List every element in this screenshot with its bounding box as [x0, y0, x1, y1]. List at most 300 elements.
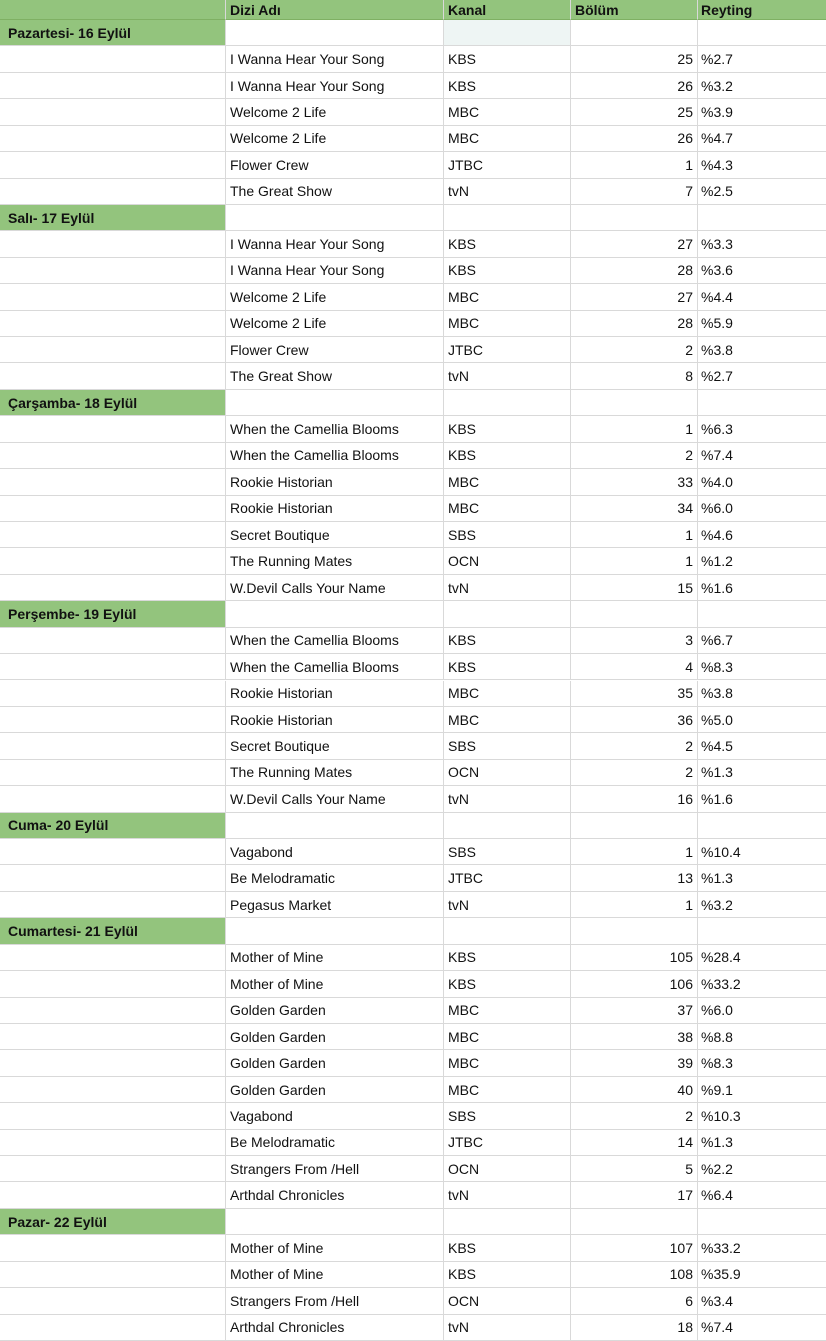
table-row: [0, 1262, 826, 1288]
rating-cell[interactable]: %5.0: [698, 707, 826, 733]
empty-cell[interactable]: [0, 1182, 226, 1208]
episode-cell[interactable]: 26: [571, 73, 698, 99]
rating-cell[interactable]: %6.0: [698, 496, 826, 522]
series-name-cell[interactable]: Welcome 2 Life: [226, 311, 444, 337]
rating-cell[interactable]: %3.6: [698, 258, 826, 284]
series-name-cell[interactable]: When the Camellia Blooms: [226, 628, 444, 654]
empty-cell[interactable]: [226, 205, 444, 231]
channel-cell[interactable]: OCN: [444, 1288, 571, 1314]
empty-cell[interactable]: [0, 548, 226, 574]
channel-cell[interactable]: MBC: [444, 998, 571, 1024]
table-row: [0, 1103, 826, 1129]
rating-cell[interactable]: %6.4: [698, 1182, 826, 1208]
channel-cell[interactable]: KBS: [444, 1235, 571, 1261]
rating-cell[interactable]: %9.1: [698, 1077, 826, 1103]
day-header-row: [0, 918, 826, 944]
series-name-cell[interactable]: Flower Crew: [226, 152, 444, 178]
episode-cell[interactable]: 2: [571, 733, 698, 759]
rating-cell[interactable]: %4.4: [698, 284, 826, 310]
table-row: [0, 1182, 826, 1208]
table-row: [0, 1288, 826, 1314]
table-row: [0, 760, 826, 786]
rating-cell[interactable]: %3.2: [698, 73, 826, 99]
channel-cell[interactable]: MBC: [444, 496, 571, 522]
rating-cell[interactable]: %1.3: [698, 865, 826, 891]
empty-cell[interactable]: [571, 20, 698, 46]
day-label[interactable]: Salı- 17 Eylül: [0, 205, 226, 231]
table-row: [0, 548, 826, 574]
channel-cell[interactable]: JTBC: [444, 337, 571, 363]
empty-cell[interactable]: [0, 707, 226, 733]
day-label[interactable]: Pazar- 22 Eylül: [0, 1209, 226, 1235]
rating-cell[interactable]: %4.5: [698, 733, 826, 759]
table-row: [0, 1050, 826, 1076]
empty-cell[interactable]: [0, 258, 226, 284]
empty-cell[interactable]: [571, 813, 698, 839]
channel-cell[interactable]: OCN: [444, 760, 571, 786]
empty-cell[interactable]: [0, 1235, 226, 1261]
rating-cell[interactable]: %33.2: [698, 971, 826, 997]
empty-cell[interactable]: [571, 205, 698, 231]
empty-cell[interactable]: [444, 20, 571, 46]
series-name-cell[interactable]: W.Devil Calls Your Name: [226, 786, 444, 812]
channel-cell[interactable]: MBC: [444, 469, 571, 495]
empty-cell[interactable]: [226, 1209, 444, 1235]
empty-cell[interactable]: [0, 231, 226, 257]
channel-cell[interactable]: KBS: [444, 46, 571, 72]
episode-cell[interactable]: 27: [571, 231, 698, 257]
channel-cell[interactable]: MBC: [444, 681, 571, 707]
empty-cell[interactable]: [0, 73, 226, 99]
episode-cell[interactable]: 34: [571, 496, 698, 522]
rating-cell[interactable]: %4.6: [698, 522, 826, 548]
series-name-cell[interactable]: Mother of Mine: [226, 945, 444, 971]
empty-cell[interactable]: [0, 284, 226, 310]
series-name-cell[interactable]: When the Camellia Blooms: [226, 654, 444, 680]
rating-cell[interactable]: %3.2: [698, 892, 826, 918]
empty-cell[interactable]: [698, 1209, 826, 1235]
empty-cell[interactable]: [0, 1156, 226, 1182]
series-name-cell[interactable]: Secret Boutique: [226, 522, 444, 548]
empty-cell[interactable]: [0, 469, 226, 495]
channel-cell[interactable]: KBS: [444, 73, 571, 99]
table-row: [0, 892, 826, 918]
episode-cell[interactable]: 13: [571, 865, 698, 891]
channel-cell[interactable]: tvN: [444, 892, 571, 918]
channel-cell[interactable]: SBS: [444, 839, 571, 865]
rating-cell[interactable]: %2.5: [698, 179, 826, 205]
episode-cell[interactable]: 25: [571, 99, 698, 125]
empty-cell[interactable]: [571, 601, 698, 627]
episode-cell[interactable]: 7: [571, 179, 698, 205]
table-row: [0, 654, 826, 680]
channel-cell[interactable]: MBC: [444, 707, 571, 733]
series-name-cell[interactable]: Mother of Mine: [226, 971, 444, 997]
empty-cell[interactable]: [698, 601, 826, 627]
episode-cell[interactable]: 35: [571, 681, 698, 707]
rating-cell[interactable]: %4.0: [698, 469, 826, 495]
empty-cell[interactable]: [0, 945, 226, 971]
series-name-cell[interactable]: Be Melodramatic: [226, 1130, 444, 1156]
rating-cell[interactable]: %6.0: [698, 998, 826, 1024]
episode-cell[interactable]: 16: [571, 786, 698, 812]
empty-cell[interactable]: [444, 1209, 571, 1235]
channel-cell[interactable]: OCN: [444, 1156, 571, 1182]
channel-cell[interactable]: MBC: [444, 284, 571, 310]
table-row: [0, 733, 826, 759]
column-header-channel[interactable]: Kanal: [444, 0, 571, 20]
episode-cell[interactable]: 39: [571, 1050, 698, 1076]
empty-cell[interactable]: [698, 813, 826, 839]
episode-cell[interactable]: 33: [571, 469, 698, 495]
empty-cell[interactable]: [0, 1288, 226, 1314]
rating-cell[interactable]: %1.6: [698, 786, 826, 812]
table-row: [0, 284, 826, 310]
table-row: [0, 945, 826, 971]
series-name-cell[interactable]: Secret Boutique: [226, 733, 444, 759]
series-name-cell[interactable]: Strangers From /Hell: [226, 1156, 444, 1182]
rating-cell[interactable]: %1.3: [698, 760, 826, 786]
empty-cell[interactable]: [698, 20, 826, 46]
empty-cell[interactable]: [0, 839, 226, 865]
episode-cell[interactable]: 106: [571, 971, 698, 997]
channel-cell[interactable]: SBS: [444, 1103, 571, 1129]
episode-cell[interactable]: 26: [571, 126, 698, 152]
rating-cell[interactable]: %6.3: [698, 416, 826, 442]
table-row: [0, 1130, 826, 1156]
rating-cell[interactable]: %33.2: [698, 1235, 826, 1261]
channel-cell[interactable]: KBS: [444, 654, 571, 680]
episode-cell[interactable]: 37: [571, 998, 698, 1024]
series-name-cell[interactable]: Arthdal Chronicles: [226, 1315, 444, 1341]
day-label[interactable]: Çarşamba- 18 Eylül: [0, 390, 226, 416]
series-name-cell[interactable]: Vagabond: [226, 839, 444, 865]
table-row: [0, 46, 826, 72]
rating-cell[interactable]: %3.8: [698, 337, 826, 363]
empty-cell[interactable]: [0, 311, 226, 337]
series-name-cell[interactable]: I Wanna Hear Your Song: [226, 46, 444, 72]
empty-cell[interactable]: [226, 918, 444, 944]
rating-cell[interactable]: %3.9: [698, 99, 826, 125]
series-name-cell[interactable]: Rookie Historian: [226, 681, 444, 707]
series-name-cell[interactable]: I Wanna Hear Your Song: [226, 231, 444, 257]
rating-cell[interactable]: %1.2: [698, 548, 826, 574]
rating-cell[interactable]: %5.9: [698, 311, 826, 337]
channel-cell[interactable]: KBS: [444, 416, 571, 442]
channel-cell[interactable]: KBS: [444, 1262, 571, 1288]
episode-cell[interactable]: 28: [571, 258, 698, 284]
table-row: [0, 496, 826, 522]
rating-cell[interactable]: %8.8: [698, 1024, 826, 1050]
channel-cell[interactable]: KBS: [444, 945, 571, 971]
empty-cell[interactable]: [0, 681, 226, 707]
column-header-name[interactable]: Dizi Adı: [226, 0, 444, 20]
empty-cell[interactable]: [226, 20, 444, 46]
empty-cell[interactable]: [0, 337, 226, 363]
series-name-cell[interactable]: Welcome 2 Life: [226, 284, 444, 310]
episode-cell[interactable]: 1: [571, 892, 698, 918]
rating-cell[interactable]: %1.3: [698, 1130, 826, 1156]
episode-cell[interactable]: 1: [571, 152, 698, 178]
channel-cell[interactable]: KBS: [444, 231, 571, 257]
series-name-cell[interactable]: Rookie Historian: [226, 469, 444, 495]
episode-cell[interactable]: 27: [571, 284, 698, 310]
empty-cell[interactable]: [698, 205, 826, 231]
series-name-cell[interactable]: W.Devil Calls Your Name: [226, 575, 444, 601]
episode-cell[interactable]: 1: [571, 416, 698, 442]
episode-cell[interactable]: 14: [571, 1130, 698, 1156]
episode-cell[interactable]: 1: [571, 839, 698, 865]
series-name-cell[interactable]: Pegasus Market: [226, 892, 444, 918]
series-name-cell[interactable]: Vagabond: [226, 1103, 444, 1129]
series-name-cell[interactable]: Golden Garden: [226, 1024, 444, 1050]
column-header-episode[interactable]: Bölüm: [571, 0, 698, 20]
channel-cell[interactable]: KBS: [444, 258, 571, 284]
table-row: [0, 416, 826, 442]
table-row: [0, 99, 826, 125]
day-header-row: [0, 20, 826, 46]
empty-cell[interactable]: [0, 1077, 226, 1103]
rating-cell[interactable]: %3.3: [698, 231, 826, 257]
series-name-cell[interactable]: Welcome 2 Life: [226, 99, 444, 125]
episode-cell[interactable]: 3: [571, 628, 698, 654]
episode-cell[interactable]: 17: [571, 1182, 698, 1208]
rating-cell[interactable]: %6.7: [698, 628, 826, 654]
channel-cell[interactable]: MBC: [444, 1050, 571, 1076]
rating-cell[interactable]: %4.7: [698, 126, 826, 152]
episode-cell[interactable]: 1: [571, 522, 698, 548]
empty-cell[interactable]: [698, 390, 826, 416]
channel-cell[interactable]: tvN: [444, 179, 571, 205]
series-name-cell[interactable]: Flower Crew: [226, 337, 444, 363]
channel-cell[interactable]: MBC: [444, 126, 571, 152]
empty-cell[interactable]: [0, 152, 226, 178]
day-header-row: [0, 813, 826, 839]
series-name-cell[interactable]: The Great Show: [226, 363, 444, 389]
episode-cell[interactable]: 15: [571, 575, 698, 601]
episode-cell[interactable]: 25: [571, 46, 698, 72]
empty-cell[interactable]: [444, 813, 571, 839]
channel-cell[interactable]: JTBC: [444, 152, 571, 178]
empty-cell[interactable]: [0, 998, 226, 1024]
rating-cell[interactable]: %2.7: [698, 363, 826, 389]
empty-cell[interactable]: [0, 179, 226, 205]
series-name-cell[interactable]: I Wanna Hear Your Song: [226, 258, 444, 284]
table-row: [0, 443, 826, 469]
table-row: [0, 1156, 826, 1182]
empty-cell[interactable]: [226, 390, 444, 416]
episode-cell[interactable]: 4: [571, 654, 698, 680]
empty-cell[interactable]: [571, 918, 698, 944]
rating-cell[interactable]: %3.8: [698, 681, 826, 707]
empty-cell[interactable]: [0, 363, 226, 389]
series-name-cell[interactable]: Rookie Historian: [226, 496, 444, 522]
rating-cell[interactable]: %4.3: [698, 152, 826, 178]
empty-cell[interactable]: [0, 126, 226, 152]
rating-cell[interactable]: %28.4: [698, 945, 826, 971]
series-name-cell[interactable]: Arthdal Chronicles: [226, 1182, 444, 1208]
series-name-cell[interactable]: Welcome 2 Life: [226, 126, 444, 152]
channel-cell[interactable]: tvN: [444, 1315, 571, 1341]
day-header-row: [0, 205, 826, 231]
empty-cell[interactable]: [0, 1262, 226, 1288]
table-row: [0, 469, 826, 495]
empty-cell[interactable]: [0, 865, 226, 891]
empty-cell[interactable]: [698, 918, 826, 944]
episode-cell[interactable]: 107: [571, 1235, 698, 1261]
channel-cell[interactable]: KBS: [444, 971, 571, 997]
empty-cell[interactable]: [226, 813, 444, 839]
day-label[interactable]: Cuma- 20 Eylül: [0, 813, 226, 839]
table-row: [0, 1024, 826, 1050]
empty-cell[interactable]: [0, 99, 226, 125]
table-row: [0, 1315, 826, 1341]
empty-cell[interactable]: [571, 1209, 698, 1235]
series-name-cell[interactable]: When the Camellia Blooms: [226, 416, 444, 442]
header-cell-empty[interactable]: [0, 0, 226, 20]
series-name-cell[interactable]: Mother of Mine: [226, 1262, 444, 1288]
header-row: [0, 0, 826, 20]
column-header-rating[interactable]: Reyting: [698, 0, 826, 20]
empty-cell[interactable]: [0, 522, 226, 548]
episode-cell[interactable]: 36: [571, 707, 698, 733]
episode-cell[interactable]: 2: [571, 337, 698, 363]
rating-cell[interactable]: %10.4: [698, 839, 826, 865]
episode-cell[interactable]: 18: [571, 1315, 698, 1341]
series-name-cell[interactable]: When the Camellia Blooms: [226, 443, 444, 469]
rating-cell[interactable]: %35.9: [698, 1262, 826, 1288]
series-name-cell[interactable]: Rookie Historian: [226, 707, 444, 733]
empty-cell[interactable]: [0, 496, 226, 522]
empty-cell[interactable]: [444, 390, 571, 416]
episode-cell[interactable]: 28: [571, 311, 698, 337]
empty-cell[interactable]: [0, 733, 226, 759]
episode-cell[interactable]: 40: [571, 1077, 698, 1103]
channel-cell[interactable]: SBS: [444, 522, 571, 548]
channel-cell[interactable]: MBC: [444, 1024, 571, 1050]
empty-cell[interactable]: [0, 46, 226, 72]
table-row: [0, 522, 826, 548]
day-header-row: [0, 390, 826, 416]
episode-cell[interactable]: 105: [571, 945, 698, 971]
empty-cell[interactable]: [571, 390, 698, 416]
channel-cell[interactable]: tvN: [444, 786, 571, 812]
episode-cell[interactable]: 5: [571, 1156, 698, 1182]
series-name-cell[interactable]: Golden Garden: [226, 1050, 444, 1076]
channel-cell[interactable]: MBC: [444, 99, 571, 125]
empty-cell[interactable]: [0, 575, 226, 601]
series-name-cell[interactable]: I Wanna Hear Your Song: [226, 73, 444, 99]
empty-cell[interactable]: [0, 786, 226, 812]
rating-cell[interactable]: %1.6: [698, 575, 826, 601]
table-row: [0, 363, 826, 389]
table-row: [0, 681, 826, 707]
rating-cell[interactable]: %2.7: [698, 46, 826, 72]
empty-cell[interactable]: [0, 654, 226, 680]
episode-cell[interactable]: 38: [571, 1024, 698, 1050]
rating-cell[interactable]: %7.4: [698, 443, 826, 469]
day-header-row: [0, 601, 826, 627]
rating-cell[interactable]: %8.3: [698, 1050, 826, 1076]
empty-cell[interactable]: [0, 628, 226, 654]
empty-cell[interactable]: [0, 1050, 226, 1076]
table-row: [0, 839, 826, 865]
series-name-cell[interactable]: Mother of Mine: [226, 1235, 444, 1261]
rating-cell[interactable]: %2.2: [698, 1156, 826, 1182]
channel-cell[interactable]: OCN: [444, 548, 571, 574]
series-name-cell[interactable]: The Great Show: [226, 179, 444, 205]
table-row: [0, 231, 826, 257]
channel-cell[interactable]: MBC: [444, 311, 571, 337]
table-row: [0, 575, 826, 601]
table-row: [0, 152, 826, 178]
table-row: [0, 73, 826, 99]
channel-cell[interactable]: MBC: [444, 1077, 571, 1103]
episode-cell[interactable]: 1: [571, 548, 698, 574]
table-row: [0, 628, 826, 654]
episode-cell[interactable]: 6: [571, 1288, 698, 1314]
empty-cell[interactable]: [444, 918, 571, 944]
channel-cell[interactable]: KBS: [444, 628, 571, 654]
table-row: [0, 337, 826, 363]
table-row: [0, 865, 826, 891]
series-name-cell[interactable]: Be Melodramatic: [226, 865, 444, 891]
day-label[interactable]: Pazartesi- 16 Eylül: [0, 20, 226, 46]
table-row: [0, 311, 826, 337]
empty-cell[interactable]: [226, 601, 444, 627]
day-label[interactable]: Perşembe- 19 Eylül: [0, 601, 226, 627]
rating-cell[interactable]: %10.3: [698, 1103, 826, 1129]
series-name-cell[interactable]: Strangers From /Hell: [226, 1288, 444, 1314]
empty-cell[interactable]: [444, 205, 571, 231]
day-header-row: [0, 1209, 826, 1235]
table-row: [0, 126, 826, 152]
channel-cell[interactable]: tvN: [444, 1182, 571, 1208]
channel-cell[interactable]: tvN: [444, 575, 571, 601]
empty-cell[interactable]: [444, 601, 571, 627]
series-name-cell[interactable]: Golden Garden: [226, 998, 444, 1024]
episode-cell[interactable]: 2: [571, 443, 698, 469]
empty-cell[interactable]: [0, 1315, 226, 1341]
channel-cell[interactable]: SBS: [444, 733, 571, 759]
rating-cell[interactable]: %7.4: [698, 1315, 826, 1341]
episode-cell[interactable]: 2: [571, 760, 698, 786]
table-row: [0, 1235, 826, 1261]
channel-cell[interactable]: JTBC: [444, 865, 571, 891]
empty-cell[interactable]: [0, 1130, 226, 1156]
episode-cell[interactable]: 2: [571, 1103, 698, 1129]
episode-cell[interactable]: 8: [571, 363, 698, 389]
episode-cell[interactable]: 108: [571, 1262, 698, 1288]
empty-cell[interactable]: [0, 892, 226, 918]
day-label[interactable]: Cumartesi- 21 Eylül: [0, 918, 226, 944]
empty-cell[interactable]: [0, 1024, 226, 1050]
table-row: [0, 971, 826, 997]
channel-cell[interactable]: tvN: [444, 363, 571, 389]
empty-cell[interactable]: [0, 443, 226, 469]
series-name-cell[interactable]: The Running Mates: [226, 548, 444, 574]
empty-cell[interactable]: [0, 416, 226, 442]
rating-cell[interactable]: %3.4: [698, 1288, 826, 1314]
series-name-cell[interactable]: Golden Garden: [226, 1077, 444, 1103]
empty-cell[interactable]: [0, 760, 226, 786]
channel-cell[interactable]: KBS: [444, 443, 571, 469]
rating-cell[interactable]: %8.3: [698, 654, 826, 680]
series-name-cell[interactable]: The Running Mates: [226, 760, 444, 786]
empty-cell[interactable]: [0, 1103, 226, 1129]
channel-cell[interactable]: JTBC: [444, 1130, 571, 1156]
empty-cell[interactable]: [0, 971, 226, 997]
